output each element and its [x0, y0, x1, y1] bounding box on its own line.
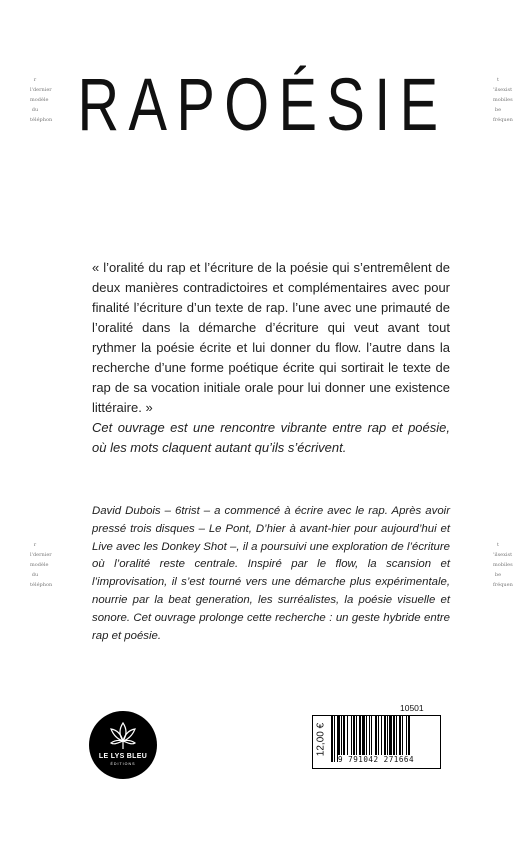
blurb-quote: « l’oralité du rap et l’écriture de la poésie qui s’entremêlent de deux manières contradictoires et complémentaires avec pour finalité l’écriture d’un texte de rap. l’une avec une primauté de l’oralité dans la démarche d’écriture qui veut avant tout rythmer la poésie écrite et lui donner du flow. l’autre dans la recherche d’une forme poétique écrite qui sortirait le texte de rap de sa vocation initiale orale pour lui donner une existence littéraire. » [92, 260, 450, 415]
blurb-tagline: Cet ouvrage est une rencontre vibrante entre rap et poésie, où les mots claquent autant qu’ils s’écrivent. [92, 420, 450, 455]
barcode-bar [331, 716, 333, 762]
back-cover-blurb [92, 258, 450, 458]
price-text: 12,00 € [315, 722, 327, 757]
price-label [314, 716, 328, 766]
lotus-icon [109, 721, 137, 751]
publisher-logo [89, 711, 157, 779]
author-bio: David Dubois – 6trist – a commencé à écrire avec le rap. Après avoir pressé trois disques – Le Pont, D’hier à avant-hier pour aujourd’hui et Live avec les Donkey Shot –, il a poursuivi une exploration de l’écriture où l’oralité reste centrale. Inspiré par le flow, la scansion et l’improvisation, il s’est tourné vers une démarche plus expérimentale, nourrie par la beat generation, les surréalistes, la poésie visuelle et sonore. Cet ouvrage prolonge cette recherche : un geste hybride entre rap et poésie. [92, 505, 450, 642]
publisher-name: LE LYS BLEU [98, 753, 148, 760]
book-title: RAPOÉSIE [77, 63, 448, 146]
side-text-left-bottom: r l'dernier modèle du téléphon [30, 542, 53, 588]
product-code: 10501 [400, 703, 424, 713]
publisher-sub: ÉDITIONS [110, 762, 136, 766]
isbn-number: 9 791042 271664 [338, 755, 438, 764]
barcode-bar [334, 716, 335, 762]
side-text-right-top: t 'ilsexist mobiles be fréquen [493, 77, 513, 123]
side-text-left-top: r l'dernier modèle du téléphon [30, 77, 53, 123]
side-text-right-bottom: t 'ilsexist mobiles be fréquen [493, 542, 513, 588]
